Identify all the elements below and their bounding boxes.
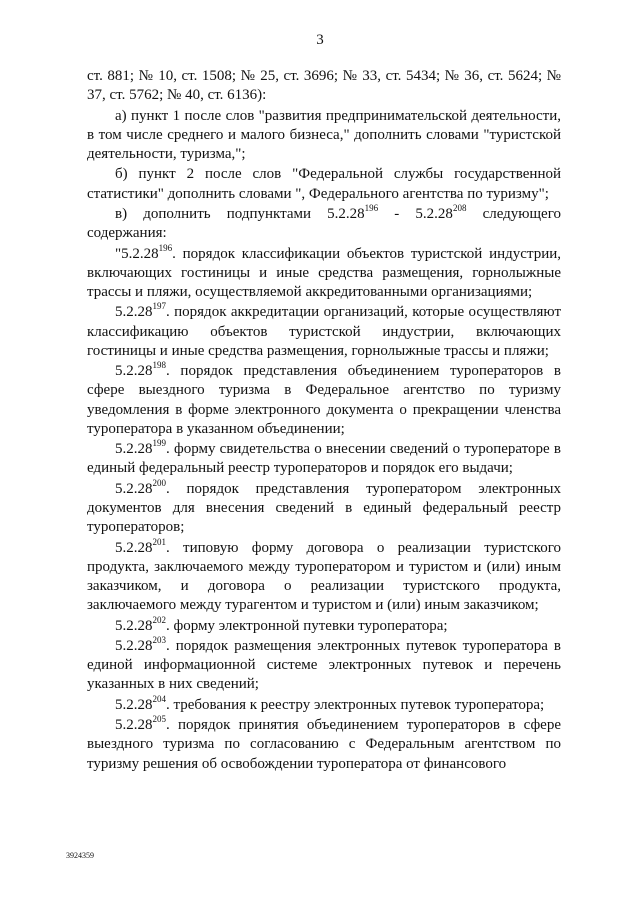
paragraph: 5.2.28$^{199}$. форму свидетельства о внесении сведений о туроператоре в единый федеральный реестр туроператоров и порядок его выдачи; — [87, 438, 561, 477]
paragraph: 5.2.28$^{201}$. типовую форму договора о реализации туристского продукта, заключаемого между туроператором и туристом и (или) иным заказчиком, и договора о реализации туристского продукта, заключаемого между турагентом и туристом и (или) иным заказчиком; — [87, 536, 561, 614]
paragraph: "5.2.28$^{196}$. порядок классификации объектов туристской индустрии, включающих гостиницы и иные средства размещения, горнолыжные трассы и пляжи, осуществляемой аккредитованными организациями; — [87, 242, 561, 300]
paragraph: 5.2.28$^{203}$. порядок размещения электронных путевок туроператора в единой информационной системе электронных путевок и перечень указанных в них сведений; — [87, 634, 561, 693]
paragraph: 5.2.28$^{200}$. порядок представления туроператором электронных документов для внесения сведений в единый федеральный реестр туроператоров; — [87, 477, 561, 536]
document-body — [87, 67, 561, 775]
paragraph: а) пункт 1 после слов "развития предпринимательской деятельности, в том числе среднего и малого бизнеса," дополнить словами "туристской деятельности, туризма,"; — [87, 107, 561, 162]
paragraph: ст. 881; № 10, ст. 1508; № 25, ст. 3696; № 33, ст. 5434; № 36, ст. 5624; № 37, ст. 5762; № 40, ст. 6136): — [87, 68, 561, 104]
paragraph: 5.2.28$^{204}$. требования к реестру электронных путевок туроператора; — [115, 693, 545, 713]
paragraph: б) пункт 2 после слов "Федеральной службы государственной статистики" дополнить словами ", Федерального агентства по туризму"; — [87, 166, 561, 202]
paragraph: в) дополнить подпунктами 5.2.28$^{196}$ - 5.2.28$^{208}$ следующего содержания: — [87, 202, 561, 242]
paragraph: 5.2.28$^{202}$. форму электронной путевки туроператора; — [115, 614, 448, 634]
paragraph: 5.2.28$^{205}$. порядок принятия объединением туроператоров в сфере выездного туризма по согласованию с Федеральным агентством по туризму решения об освобождении туроператора от финансового — [87, 714, 561, 772]
paragraph: 5.2.28$^{198}$. порядок представления объединением туроператоров в сфере выездного туризма в Федеральное агентство по туризму уведомления в форме электронного документа о прекращении членства туроператора в указанном объединении; — [87, 360, 561, 437]
paragraph: 5.2.28$^{197}$. порядок аккредитации организаций, которые осуществляют классификацию объектов туристской индустрии, включающих гостиницы и иные средства размещения, горнолыжные трассы и пляжи; — [87, 301, 561, 359]
page-number: 3 — [316, 32, 324, 48]
document-code: 3924359 — [66, 851, 94, 860]
